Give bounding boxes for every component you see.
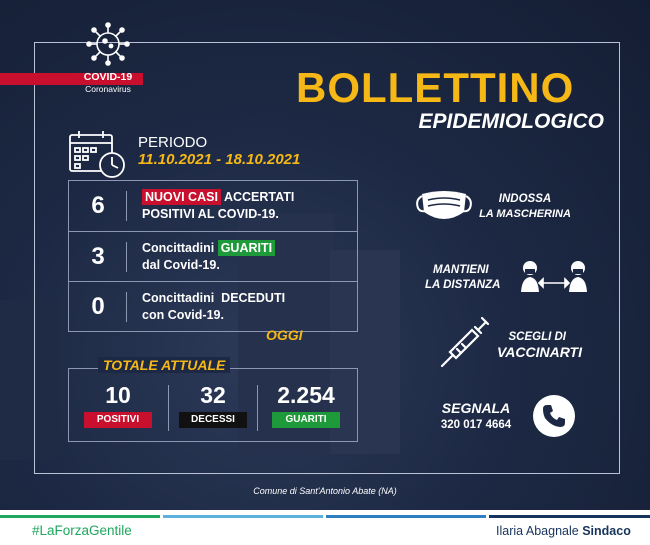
virus-icon [86,22,130,66]
mayor-signature [496,524,631,538]
distance-advice [425,263,505,293]
new-cases-count: 6 [69,181,127,231]
new-cases-line2: POSITIVI AL COVID-19. [142,207,279,221]
mask-advice-line1: INDOSSA [498,193,552,205]
vaccine-advice-line1: SCEGLI DI [508,331,566,343]
recovered-line1: Concittadini [142,241,215,255]
recovered-row [69,231,357,281]
mask-advice-line2: LA MASCHERINA [479,208,571,220]
mayor-last-name: Abagnale [525,524,579,538]
recovered-count: 3 [69,232,127,282]
vaccine-advice-line2: VACCINARTI [496,344,582,360]
recovered-text [142,240,275,274]
mask-advice [470,192,580,222]
footer-stripe-green [0,515,160,518]
distance-advice-line1: MANTIENI [433,264,489,276]
footer-stripe-blue [326,515,486,518]
total-positive-value: 10 [105,382,131,408]
bulletin-title: BOLLETTINO [296,64,575,111]
oggi-label: OGGI [266,327,303,343]
deceased-count: 0 [69,282,127,332]
daily-stats-box [68,180,358,332]
vaccine-advice [486,330,582,360]
periodo-dates: 11.10.2021 - 18.10.2021 [138,151,301,168]
new-cases-tag: NUOVI CASI [142,189,221,205]
deceased-row [69,281,357,331]
total-deaths-value: 32 [200,382,226,408]
total-positive-label: POSITIVI [84,412,152,428]
footer-stripe-lightblue [163,515,323,518]
syringe-icon [440,316,490,368]
covid-subtitle: Coronavirus [85,84,131,94]
recovered-line2: dal Covid-19. [142,258,220,272]
deceased-text [142,290,285,324]
total-positive [76,381,160,428]
totals-title: TOTALE ATTUALE [98,357,230,373]
bulletin-subtitle: EPIDEMIOLOGICO [418,110,604,133]
total-recovered [264,381,348,428]
face-mask-icon [414,186,474,228]
mayor-first-name: Ilaria [496,524,524,538]
total-recovered-value: 2.254 [277,382,335,408]
totals-divider [168,385,169,431]
report-phone-number[interactable]: 320 017 4664 [440,419,512,431]
municipality-note: Comune di Sant'Antonio Abate (NA) [253,486,397,496]
new-cases-line1: ACCERTATI [223,190,295,204]
deceased-line2: con Covid-19. [142,308,224,322]
recovered-tag: GUARITI [218,240,275,256]
total-deaths-label: DECESSI [179,412,247,428]
deceased-line1: Concittadini DECEDUTI [142,291,286,305]
covid-title: COVID-19 [83,71,133,83]
calendar-clock-icon [68,129,128,179]
periodo-label: PERIODO [138,134,208,151]
mayor-role: Sindaco [582,524,631,538]
report-title: SEGNALA [441,400,511,416]
footer-stripe-navy [489,515,650,518]
total-deaths [171,381,255,428]
new-cases-text [142,189,294,223]
new-cases-row [69,181,357,231]
social-distance-icon [520,258,590,296]
totals-divider [257,385,258,431]
phone-icon[interactable] [532,394,576,438]
total-recovered-label: GUARITI [272,412,340,428]
distance-advice-line2: LA DISTANZA [425,279,501,291]
hashtag-label: #LaForzaGentile [32,523,132,538]
